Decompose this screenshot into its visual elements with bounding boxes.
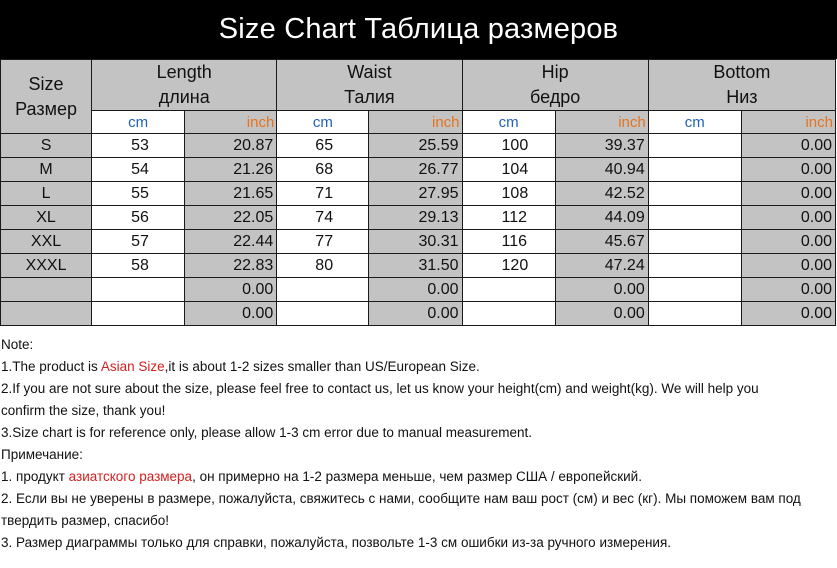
- table-row: [1, 158, 836, 182]
- note-ru-1-pre: 1. продукт: [1, 469, 69, 484]
- size-header-en: Size: [28, 73, 64, 94]
- bottom-column-header: [648, 60, 835, 111]
- size-header-ru: Размер: [15, 98, 77, 119]
- hip-cm-cell: [462, 302, 555, 326]
- waist-inch-cell: 0.00: [369, 278, 462, 302]
- length-cm-cell: 57: [92, 230, 185, 254]
- header-row: [1, 60, 836, 111]
- size-cell: XL: [1, 206, 92, 230]
- length-inch-cell: 22.44: [185, 230, 277, 254]
- waist-inch-cell: 0.00: [369, 302, 462, 326]
- hip-cm-cell: 116: [462, 230, 555, 254]
- unit-row: [1, 111, 836, 134]
- length-cm-cell: 53: [92, 134, 185, 158]
- hip-inch-cell: 45.67: [555, 230, 648, 254]
- waist-cm-cell: 80: [277, 254, 369, 278]
- hip-inch-cell: 42.52: [555, 182, 648, 206]
- waist-header-en: Waist: [347, 62, 392, 82]
- hip-column-header: [462, 60, 648, 111]
- note-en-1: [1, 356, 835, 378]
- note-en-2b: confirm the size, thank you!: [1, 403, 166, 418]
- bottom-inch-cell: 0.00: [741, 182, 835, 206]
- bottom-header-en: Bottom: [713, 62, 771, 82]
- bottom-inch-cell: 0.00: [741, 134, 835, 158]
- hip-unit-cm: cm: [462, 111, 555, 134]
- table-row: [1, 206, 836, 230]
- length-inch-cell: 22.83: [185, 254, 277, 278]
- bottom-cm-cell: [648, 182, 741, 206]
- length-inch-cell: 21.26: [185, 158, 277, 182]
- note-ru-1-highlight: азиатского размера: [68, 469, 193, 484]
- bottom-inch-cell: 0.00: [741, 206, 835, 230]
- hip-header-en: Hip: [541, 62, 569, 82]
- length-cm-cell: 56: [92, 206, 185, 230]
- waist-cm-cell: 74: [277, 206, 369, 230]
- bottom-inch-cell: 0.00: [741, 230, 835, 254]
- size-column-header: [1, 60, 92, 134]
- note-en-1-highlight: Asian Size: [100, 359, 165, 374]
- table-row: [1, 230, 836, 254]
- hip-cm-cell: 100: [462, 134, 555, 158]
- size-cell: XXL: [1, 230, 92, 254]
- size-cell: S: [1, 134, 92, 158]
- bottom-inch-cell: 0.00: [741, 254, 835, 278]
- waist-inch-cell: 25.59: [369, 134, 462, 158]
- note-en-3: 3.Size chart is for reference only, please allow 1-3 cm error due to manual measurement.: [1, 425, 532, 440]
- hip-cm-cell: 120: [462, 254, 555, 278]
- length-cm-cell: 58: [92, 254, 185, 278]
- waist-inch-cell: 30.31: [369, 230, 462, 254]
- hip-cm-cell: 104: [462, 158, 555, 182]
- hip-inch-cell: 44.09: [555, 206, 648, 230]
- note-en-2a: 2.If you are not sure about the size, please feel free to contact us, let us know your height(cm) and weight(kg). We will help you: [1, 381, 759, 396]
- hip-cm-cell: 112: [462, 206, 555, 230]
- note-ru-3: 3. Размер диаграммы только для справки, пожалуйста, позвольте 1-3 см ошибки из-за ручного измерения.: [1, 535, 672, 550]
- bottom-inch-cell: 0.00: [741, 158, 835, 182]
- size-cell: M: [1, 158, 92, 182]
- hip-cm-cell: [462, 278, 555, 302]
- waist-inch-cell: 27.95: [369, 182, 462, 206]
- table-row: [1, 182, 836, 206]
- length-column-header: [92, 60, 277, 111]
- hip-inch-cell: 0.00: [555, 302, 648, 326]
- bottom-cm-cell: [648, 206, 741, 230]
- hip-cm-cell: 108: [462, 182, 555, 206]
- length-inch-cell: 20.87: [185, 134, 277, 158]
- length-inch-cell: 0.00: [185, 278, 277, 302]
- bottom-unit-inch: inch: [741, 111, 835, 134]
- bottom-cm-cell: [648, 230, 741, 254]
- size-cell: [1, 278, 92, 302]
- waist-cm-cell: 71: [277, 182, 369, 206]
- notes-section: [1, 334, 835, 554]
- bottom-inch-cell: 0.00: [741, 302, 835, 326]
- waist-cm-cell: [277, 302, 369, 326]
- bottom-cm-cell: [648, 134, 741, 158]
- hip-inch-cell: 47.24: [555, 254, 648, 278]
- hip-inch-cell: 39.37: [555, 134, 648, 158]
- table-row: [1, 278, 836, 302]
- note-ru-1-post: , он примерно на 1-2 размера меньше, чем размер США / европейский.: [192, 469, 642, 484]
- length-inch-cell: 22.05: [185, 206, 277, 230]
- size-cell: XXXL: [1, 254, 92, 278]
- bottom-cm-cell: [648, 302, 741, 326]
- waist-cm-cell: 77: [277, 230, 369, 254]
- note-ru-1: [1, 466, 835, 488]
- note-ru-2b: твердить размер, спасибо!: [1, 513, 169, 528]
- page-title: Size Chart Таблица размеров: [0, 0, 837, 59]
- waist-inch-cell: 26.77: [369, 158, 462, 182]
- waist-unit-cm: cm: [277, 111, 369, 134]
- note-en-1-pre: 1.The product is: [1, 359, 101, 374]
- table-row: [1, 134, 836, 158]
- note-heading-ru: Примечание:: [1, 447, 83, 462]
- hip-inch-cell: 0.00: [555, 278, 648, 302]
- length-header-en: Length: [156, 62, 212, 82]
- bottom-cm-cell: [648, 278, 741, 302]
- bottom-cm-cell: [648, 254, 741, 278]
- length-unit-inch: inch: [185, 111, 277, 134]
- length-unit-cm: cm: [92, 111, 185, 134]
- length-inch-cell: 0.00: [185, 302, 277, 326]
- waist-unit-inch: inch: [369, 111, 462, 134]
- length-cm-cell: 54: [92, 158, 185, 182]
- waist-cm-cell: 68: [277, 158, 369, 182]
- hip-header-ru: бедро: [530, 87, 581, 107]
- note-ru-2a: 2. Если вы не уверены в размере, пожалуйста, свяжитесь с нами, сообщите нам ваш рост (см) и вес (кг). Мы поможем вам под: [1, 491, 801, 506]
- waist-cm-cell: 65: [277, 134, 369, 158]
- waist-inch-cell: 31.50: [369, 254, 462, 278]
- length-inch-cell: 21.65: [185, 182, 277, 206]
- length-cm-cell: 55: [92, 182, 185, 206]
- hip-inch-cell: 40.94: [555, 158, 648, 182]
- table-row: [1, 302, 836, 326]
- bottom-unit-cm: cm: [648, 111, 741, 134]
- length-header-ru: длина: [158, 87, 210, 107]
- hip-unit-inch: inch: [555, 111, 648, 134]
- note-en-1-post: ,it is about 1-2 sizes smaller than US/European Size.: [164, 359, 480, 374]
- waist-cm-cell: [277, 278, 369, 302]
- length-cm-cell: [92, 278, 185, 302]
- bottom-header-ru: Низ: [726, 87, 758, 107]
- bottom-cm-cell: [648, 158, 741, 182]
- bottom-inch-cell: 0.00: [741, 278, 835, 302]
- note-heading-en: Note:: [1, 337, 34, 352]
- waist-header-ru: Талия: [344, 87, 395, 107]
- waist-column-header: [277, 60, 462, 111]
- length-cm-cell: [92, 302, 185, 326]
- table-row: [1, 254, 836, 278]
- size-cell: [1, 302, 92, 326]
- size-chart-table: [0, 59, 836, 326]
- waist-inch-cell: 29.13: [369, 206, 462, 230]
- size-cell: L: [1, 182, 92, 206]
